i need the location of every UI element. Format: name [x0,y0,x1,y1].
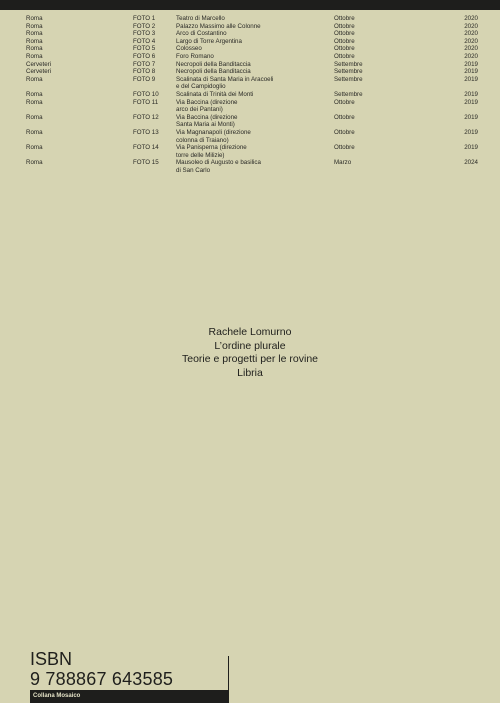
caption-year: 2019 [464,90,478,98]
caption-month: Ottobre [334,37,355,45]
caption-subject [176,68,326,76]
caption-year: 2019 [464,75,478,83]
caption-place: Roma [26,159,43,167]
caption-photo-number: FOTO 8 [133,68,156,76]
caption-place: Roma [26,30,43,38]
caption-row [26,23,478,31]
top-black-bar [0,0,500,10]
caption-subject [176,45,326,53]
caption-subject [176,99,326,114]
caption-year: 2024 [464,159,478,167]
author-name: Rachele Lomurno [208,326,292,338]
caption-place: Roma [26,144,43,152]
caption-year: 2019 [464,113,478,121]
caption-row [26,99,478,114]
caption-year: 2019 [464,128,478,136]
caption-subject-line: Necropoli della Banditaccia [176,68,251,76]
caption-year: 2020 [464,15,478,22]
caption-month: Settembre [334,68,363,76]
caption-month: Ottobre [334,30,355,38]
caption-year: 2020 [464,52,478,60]
caption-subject-line: Mausoleo di Augusto e basilica [176,159,261,167]
book-subtitle: Teorie e progetti per le rovine [182,353,318,365]
caption-subject-line: Santa Maria ai Monti) [176,121,235,129]
caption-photo-number: FOTO 15 [133,159,159,167]
caption-row [26,15,478,23]
caption-subject [176,76,326,91]
caption-month: Ottobre [334,144,355,152]
caption-place: Roma [26,15,43,22]
caption-subject [176,114,326,129]
caption-year: 2020 [464,30,478,38]
isbn-number: 9 788867 643585 [30,669,174,689]
caption-subject-line: Arco di Costantino [176,30,227,38]
caption-subject-line: colonna di Traiano) [176,136,229,144]
caption-month: Ottobre [334,52,355,60]
caption-row [26,53,478,61]
isbn-block [30,650,173,689]
caption-photo-number: FOTO 5 [133,45,156,53]
caption-row [26,45,478,53]
caption-subject-line: Scalinata di Trinità dei Monti [176,90,254,98]
caption-year: 2020 [464,22,478,30]
caption-subject [176,15,326,23]
caption-subject-line: arco dei Pantani) [176,106,223,114]
caption-year: 2019 [464,98,478,106]
caption-place: Roma [26,22,43,30]
caption-subject [176,23,326,31]
caption-subject-line: Via Baccina (direzione [176,113,238,121]
caption-month: Ottobre [334,45,355,53]
caption-row [26,38,478,46]
caption-year: 2019 [464,144,478,152]
caption-subject-line: Largo di Torre Argentina [176,37,242,45]
caption-row [26,61,478,69]
caption-photo-number: FOTO 6 [133,52,156,60]
caption-month: Ottobre [334,113,355,121]
caption-place: Roma [26,128,43,136]
publisher-name: Libria [237,366,263,379]
caption-row [26,68,478,76]
caption-row [26,91,478,99]
caption-subject [176,159,326,174]
caption-year: 2020 [464,45,478,53]
series-label: Collana Mosaico [33,693,81,699]
caption-subject [176,30,326,38]
isbn-label: ISBN [30,649,73,669]
caption-photo-number: FOTO 3 [133,30,156,38]
colophon [0,326,500,380]
caption-photo-number: FOTO 9 [133,75,156,83]
caption-photo-number: FOTO 11 [133,98,159,106]
caption-subject-line: Scalinata di Santa Maria in Aracoeli [176,75,274,83]
caption-year: 2019 [464,60,478,68]
caption-photo-number: FOTO 7 [133,60,156,68]
book-title: L’ordine plurale [214,339,286,352]
caption-place: Roma [26,98,43,106]
caption-subject [176,53,326,61]
caption-place: Roma [26,90,43,98]
caption-subject [176,129,326,144]
caption-month: Ottobre [334,98,355,106]
caption-month: Ottobre [334,128,355,136]
caption-month: Settembre [334,90,363,98]
caption-row [26,30,478,38]
caption-subject-line: Via Magnanapoli (direzione [176,128,251,136]
caption-photo-number: FOTO 1 [133,15,156,22]
caption-row [26,76,478,91]
caption-subject-line: Via Panisperna (direzione [176,144,247,152]
caption-place: Cerveteri [26,60,52,68]
caption-place: Roma [26,113,43,121]
caption-photo-number: FOTO 10 [133,90,159,98]
caption-year: 2020 [464,37,478,45]
caption-place: Roma [26,45,43,53]
caption-photo-number: FOTO 14 [133,144,159,152]
caption-subject-line: Via Baccina (direzione [176,98,238,106]
caption-row [26,114,478,129]
caption-place: Cerveteri [26,68,52,76]
caption-row [26,129,478,144]
caption-place: Roma [26,37,43,45]
caption-month: Settembre [334,75,363,83]
caption-subject-line: torre delle Milizie) [176,151,225,159]
caption-subject-line: di San Carlo [176,166,211,174]
caption-year: 2019 [464,68,478,76]
caption-month: Ottobre [334,15,355,22]
caption-photo-number: FOTO 4 [133,37,156,45]
caption-subject [176,38,326,46]
caption-subject-line: Foro Romano [176,52,214,60]
caption-month: Ottobre [334,22,355,30]
caption-row [26,144,478,159]
caption-place: Roma [26,75,43,83]
caption-month: Settembre [334,60,363,68]
caption-subject-line: e del Campidoglio [176,83,226,91]
caption-subject [176,91,326,99]
caption-row [26,159,478,174]
caption-subject [176,61,326,69]
caption-subject-line: Teatro di Marcello [176,15,225,22]
caption-subject-line: Palazzo Massimo alle Colonne [176,22,261,30]
caption-photo-number: FOTO 12 [133,113,159,121]
caption-subject [176,144,326,159]
caption-photo-number: FOTO 13 [133,128,159,136]
caption-place: Roma [26,52,43,60]
caption-month: Marzo [334,159,352,167]
caption-photo-number: FOTO 2 [133,22,156,30]
caption-subject-line: Colosseo [176,45,202,53]
caption-subject-line: Necropoli della Banditaccia [176,60,251,68]
photo-captions-list [26,15,478,174]
